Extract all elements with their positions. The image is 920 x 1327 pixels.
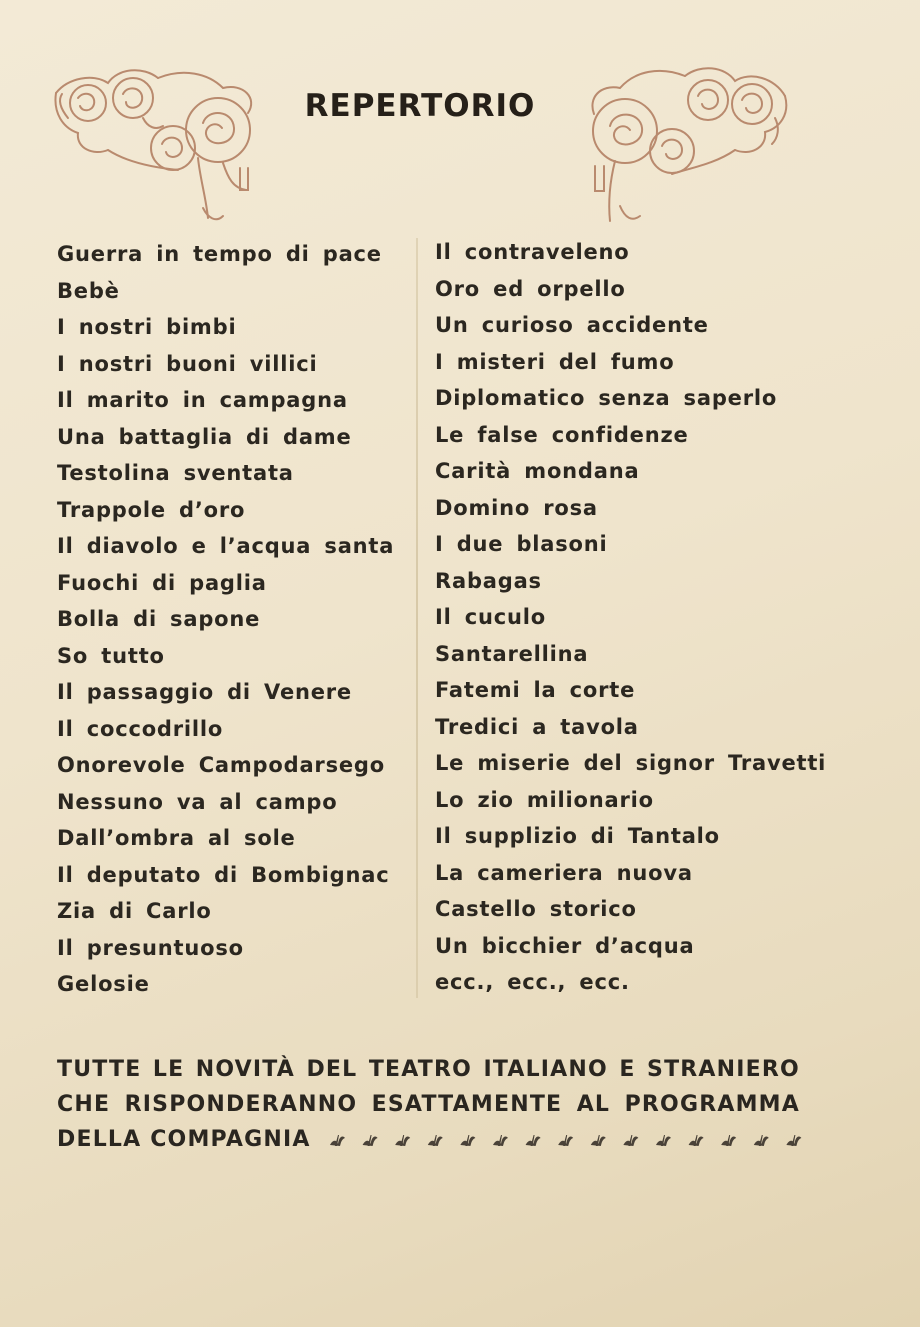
repertoire-item: Diplomatico senza saperlo (435, 386, 778, 410)
repertoire-item: Il presuntuoso (57, 935, 244, 960)
repertoire-item: Il cuculo (435, 605, 546, 629)
repertoire-item: Il supplizio di Tantalo (435, 824, 720, 848)
fleuron-icon (754, 1135, 769, 1146)
repertoire-item: Santarellina (435, 641, 589, 666)
repertoire-item: Carità mondana (435, 459, 640, 483)
closing-word: PROGRAMMA (624, 1092, 800, 1117)
closing-word: ITALIANO (483, 1057, 608, 1082)
closing-word: STRANIERO (647, 1057, 800, 1082)
closing-line-3: DELLA COMPAGNIA (57, 1127, 311, 1152)
fleuron-icon (363, 1135, 378, 1146)
closing-word: LE (152, 1057, 185, 1082)
repertoire-item: La cameriera nuova (435, 860, 693, 885)
repertoire-item: Un curioso accidente (435, 313, 709, 337)
closing-paragraph (57, 1052, 817, 1157)
fleuron-icon (428, 1135, 443, 1146)
repertoire-item: Oro ed orpello (435, 276, 626, 301)
fleuron-icon (787, 1135, 802, 1146)
rose-ornament-right-icon (580, 56, 795, 226)
repertoire-item: Onorevole Campodarsego (57, 753, 385, 777)
fleuron-icon (493, 1135, 508, 1146)
repertoire-item: Una battaglia di dame (57, 424, 352, 449)
repertoire-item: Testolina sventata (57, 461, 294, 485)
closing-word: NOVITÀ (195, 1057, 296, 1082)
repertoire-item: I due blasoni (435, 532, 608, 556)
fleuron-row (325, 1130, 814, 1150)
fleuron-icon (559, 1135, 574, 1146)
fleuron-icon (396, 1135, 411, 1146)
repertoire-item: So tutto (57, 643, 165, 668)
repertoire-item: Gelosie (57, 972, 150, 996)
closing-word: TEATRO (368, 1057, 473, 1082)
repertoire-item: Tredici a tavola (435, 714, 639, 739)
repertoire-item: Domino rosa (435, 495, 598, 520)
fleuron-icon (656, 1135, 671, 1146)
repertoire-item: Le false confidenze (435, 422, 689, 447)
repertoire-item: Nessuno va al campo (57, 789, 338, 814)
repertoire-item: Lo zio milionario (435, 787, 654, 812)
repertoire-item: Bebè (57, 278, 120, 303)
closing-line-2 (57, 1087, 800, 1122)
repertoire-item: Castello storico (435, 897, 637, 921)
repertoire-item: Il marito in campagna (57, 388, 348, 412)
repertoire-item: Un bicchier d’acqua (435, 933, 695, 958)
repertoire-item: Il passaggio di Venere (57, 680, 352, 704)
repertoire-item: Guerra in tempo di pace (57, 242, 382, 266)
closing-word: ESATTAMENTE (371, 1092, 563, 1117)
repertoire-item: Le miserie del signor Travetti (435, 751, 827, 775)
repertoire-item: Bolla di sapone (57, 607, 261, 631)
repertoire-item: I misteri del fumo (435, 349, 675, 374)
repertoire-item: ecc., ecc., ecc. (435, 970, 630, 994)
fleuron-icon (624, 1135, 639, 1146)
repertoire-list-right (435, 234, 826, 1001)
fleuron-icon (722, 1135, 737, 1146)
fleuron-icon (526, 1135, 541, 1146)
closing-line-1 (57, 1052, 800, 1087)
closing-word: AL (576, 1092, 611, 1117)
repertoire-item: Il diavolo e l’acqua santa (57, 534, 395, 558)
repertoire-list-left (57, 236, 394, 1003)
closing-word: E (619, 1057, 636, 1082)
column-divider (416, 238, 418, 998)
closing-word: CHE (57, 1092, 111, 1117)
closing-line-3-wrap (57, 1122, 817, 1157)
page-title: REPERTORIO (304, 88, 536, 124)
fleuron-icon (689, 1135, 704, 1146)
rose-ornament-left-icon (48, 58, 263, 228)
fleuron-icon (591, 1135, 606, 1146)
repertoire-item: I nostri bimbi (57, 315, 237, 339)
repertoire-item: I nostri buoni villici (57, 351, 318, 376)
fleuron-icon (461, 1135, 476, 1146)
repertoire-item: Rabagas (435, 568, 542, 593)
repertoire-item: Il deputato di Bombignac (57, 862, 390, 887)
repertoire-item: Il contraveleno (435, 240, 630, 264)
repertoire-item: Zia di Carlo (57, 899, 212, 923)
repertoire-item: Trappole d’oro (57, 497, 246, 522)
repertoire-item: Il coccodrillo (57, 716, 224, 741)
fleuron-icon (330, 1135, 345, 1146)
closing-word: RISPONDERANNO (124, 1092, 358, 1117)
closing-word: TUTTE (57, 1057, 142, 1082)
repertoire-item: Fatemi la corte (435, 678, 636, 702)
repertoire-item: Dall’ombra al sole (57, 826, 296, 850)
repertoire-item: Fuochi di paglia (57, 570, 267, 595)
closing-word: DEL (306, 1057, 358, 1082)
